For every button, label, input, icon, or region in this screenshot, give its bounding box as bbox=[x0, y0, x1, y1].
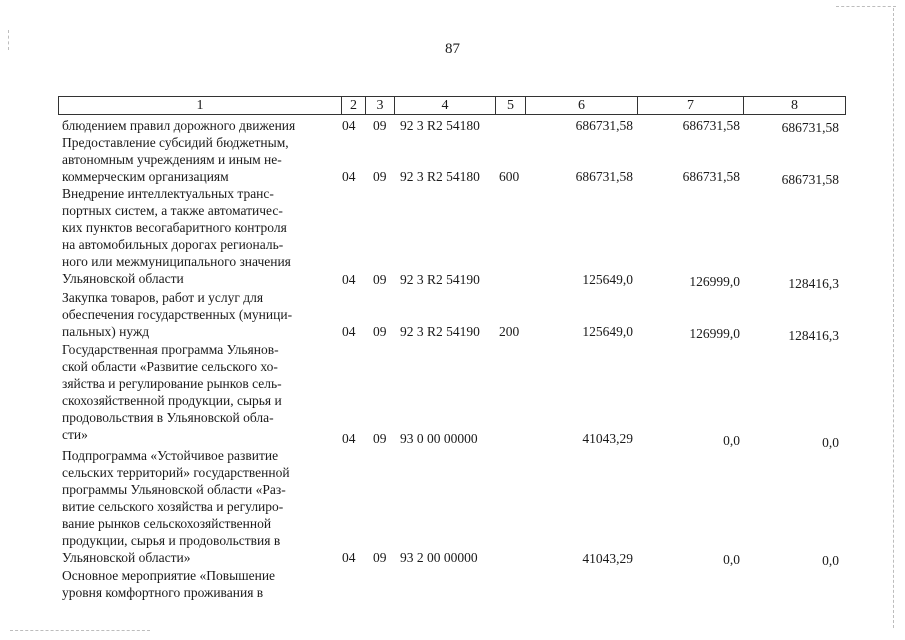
row-description: Внедрение интеллектуальных транс- портных систем, а также автоматичес- ких пунктов весогабаритного контроля на автомобильных дорогах региональ- ного или межмуниципального значения Ульяновской области bbox=[62, 186, 291, 286]
cell-amount-7: 126999,0 bbox=[689, 326, 740, 341]
cell-amount-8: 686731,58 bbox=[781, 172, 839, 187]
table-header-row bbox=[58, 96, 846, 115]
header-col-3: 3 bbox=[366, 97, 395, 114]
cell-target-article: 92 3 R2 54190 bbox=[400, 272, 480, 287]
cell-section: 04 bbox=[342, 118, 356, 133]
row-description: Основное мероприятие «Повышение уровня комфортного проживания в bbox=[62, 568, 276, 600]
cell-section: 04 bbox=[342, 550, 356, 565]
cell-section: 04 bbox=[342, 431, 356, 446]
cell-amount-6: 41043,29 bbox=[582, 431, 633, 446]
cell-section: 04 bbox=[342, 169, 356, 184]
cell-subsection: 09 bbox=[373, 272, 387, 287]
cell-target-article: 93 2 00 00000 bbox=[400, 550, 478, 565]
header-col-8: 8 bbox=[791, 98, 798, 113]
cell-subsection: 09 bbox=[373, 324, 387, 339]
cell-amount-7: 126999,0 bbox=[689, 274, 740, 289]
cell-amount-8: 0,0 bbox=[822, 435, 839, 450]
cell-amount-7: 0,0 bbox=[723, 552, 740, 567]
cell-expense-type: 200 bbox=[499, 324, 520, 339]
cell-target-article: 92 3 R2 54190 bbox=[400, 324, 480, 339]
scan-edge-bottom bbox=[10, 630, 150, 631]
cell-amount-8: 0,0 bbox=[822, 553, 839, 568]
header-col-1: 1 bbox=[59, 97, 342, 114]
cell-amount-7: 686731,58 bbox=[682, 169, 740, 184]
row-description: Подпрограмма «Устойчивое развитие сельских территорий» государственной программы Ульяновской области «Раз- витие сельского хозяйства и регулиро- вание рынков сельскохозяйственной продукции, сырья и продовольствия в Ульяновской области» bbox=[62, 448, 290, 565]
cell-section: 04 bbox=[342, 324, 356, 339]
scan-edge-top bbox=[836, 6, 896, 7]
cell-target-article: 92 3 R2 54180 bbox=[400, 169, 480, 184]
cell-subsection: 09 bbox=[373, 169, 387, 184]
cell-amount-8: 686731,58 bbox=[781, 120, 839, 135]
cell-amount-8: 128416,3 bbox=[788, 276, 839, 291]
cell-target-article: 92 3 R2 54180 bbox=[400, 118, 480, 133]
cell-amount-6: 125649,0 bbox=[582, 272, 633, 287]
cell-subsection: 09 bbox=[373, 118, 387, 133]
header-col-5: 5 bbox=[496, 97, 526, 114]
scan-edge-right bbox=[893, 8, 894, 628]
page-number: 87 bbox=[445, 41, 460, 57]
cell-amount-7: 0,0 bbox=[723, 433, 740, 448]
header-col-6: 6 bbox=[526, 97, 638, 114]
row-description: Предоставление субсидий бюджетным, автономным учреждениям и иным не- коммерческим организациям bbox=[62, 135, 289, 184]
cell-subsection: 09 bbox=[373, 431, 387, 446]
header-col-7: 7 bbox=[638, 97, 744, 114]
cell-expense-type: 600 bbox=[499, 169, 520, 184]
cell-target-article: 93 0 00 00000 bbox=[400, 431, 478, 446]
cell-amount-6: 125649,0 bbox=[582, 324, 633, 339]
row-description: Государственная программа Ульянов- ской области «Развитие сельского хо- зяйства и регулирование рынков сель- скохозяйственной продукции, сырья и продовольствия в Ульяновской обла- сти» bbox=[62, 342, 282, 442]
cell-amount-8: 128416,3 bbox=[788, 328, 839, 343]
cell-amount-6: 686731,58 bbox=[575, 118, 633, 133]
header-col-2: 2 bbox=[342, 97, 366, 114]
header-col-4: 4 bbox=[395, 97, 496, 114]
cell-amount-7: 686731,58 bbox=[682, 118, 740, 133]
cell-amount-6: 686731,58 bbox=[575, 169, 633, 184]
cell-section: 04 bbox=[342, 272, 356, 287]
cell-subsection: 09 bbox=[373, 550, 387, 565]
row-description: Закупка товаров, работ и услуг для обеспечения государственных (муници- пальных) нужд bbox=[62, 290, 293, 339]
row-description: блюдением правил дорожного движения bbox=[62, 118, 296, 133]
cell-amount-6: 41043,29 bbox=[582, 551, 633, 566]
